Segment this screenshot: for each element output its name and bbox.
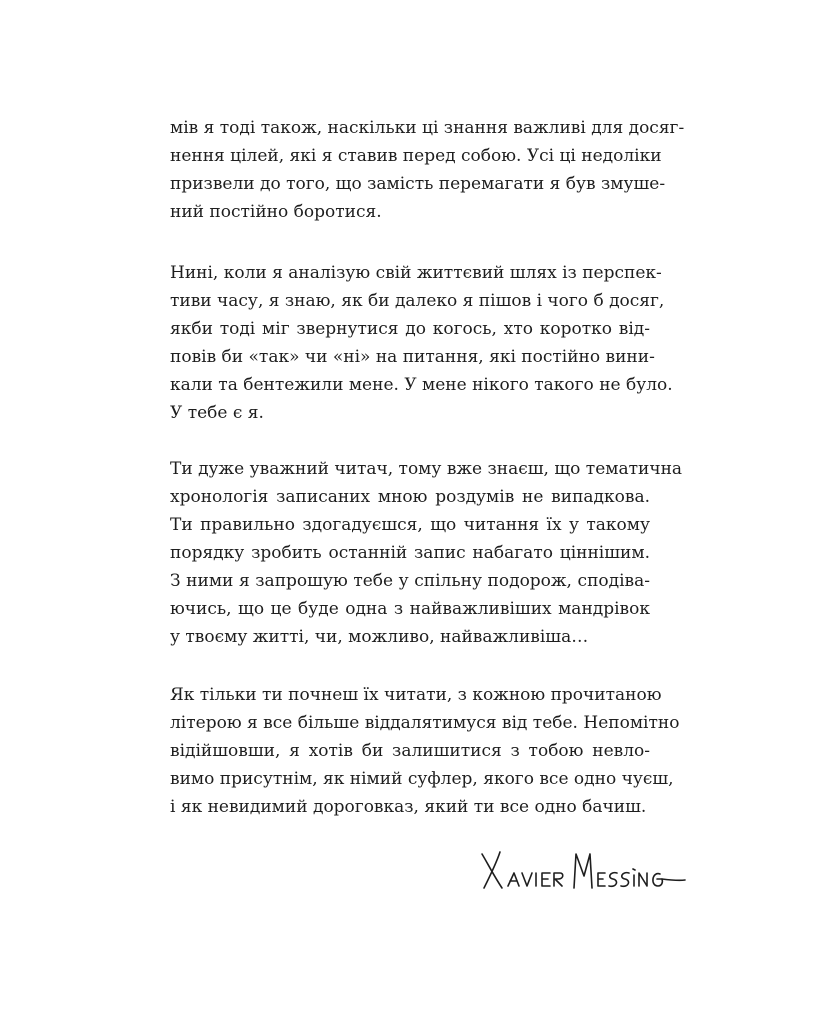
text-line: Нині, коли я аналізую свій життєвий шлях із перспек- [170, 263, 662, 283]
text-line: якби тоді міг звернутися до когось, хто коротко від- [170, 319, 650, 339]
text-line: літерою я все більше віддалятимуся від тебе. Непомітно [170, 713, 680, 733]
text-line: і як невидимий дороговказ, який ти все одно бачиш. [170, 797, 647, 817]
text-line: кали та бентежили мене. У мене нікого такого не було. [170, 375, 673, 395]
text-line: У тебе є я. [170, 403, 264, 423]
text-line: Як тільки ти почнеш їх читати, з кожною прочитаною [170, 685, 662, 705]
text-line: мів я тоді також, наскільки ці знання важливі для досяг- [170, 118, 685, 138]
text-line: З ними я запрошую тебе у спільну подорож, сподіва- [170, 571, 650, 591]
text-line: вимо присутнім, як німий суфлер, якого все одно чуєш, [170, 769, 674, 789]
author-signature [478, 846, 688, 894]
paragraph-2 [170, 259, 673, 427]
text-line: повів би «так» чи «ні» на питання, які постійно вини- [170, 347, 655, 367]
text-line: хронологія записаних мною роздумів не випадкова. [170, 487, 650, 507]
text-line: тиви часу, я знаю, як би далеко я пішов і чого б досяг, [170, 291, 665, 311]
text-line: порядку зробить останній запис набагато ціннішим. [170, 543, 650, 563]
paragraph-4 [170, 681, 680, 821]
text-line: призвели до того, що замість перемагати я був змуше- [170, 174, 666, 194]
text-line: ний постійно боротися. [170, 202, 382, 222]
text-line: відійшовши, я хотів би залишитися з тобою невло- [170, 741, 650, 761]
text-line: Ти дуже уважний читач, тому вже знаєш, що тематична [170, 459, 683, 479]
text-line: нення цілей, які я ставив перед собою. Усі ці недоліки [170, 146, 662, 166]
text-line: Ти правильно здогадуєшся, що читання їх у такому [170, 515, 650, 535]
text-line: ючись, що це буде одна з найважливіших мандрівок [170, 599, 650, 619]
paragraph-1 [170, 114, 685, 226]
paragraph-3 [170, 455, 683, 651]
text-line: у твоєму житті, чи, можливо, найважливіша… [170, 627, 589, 647]
